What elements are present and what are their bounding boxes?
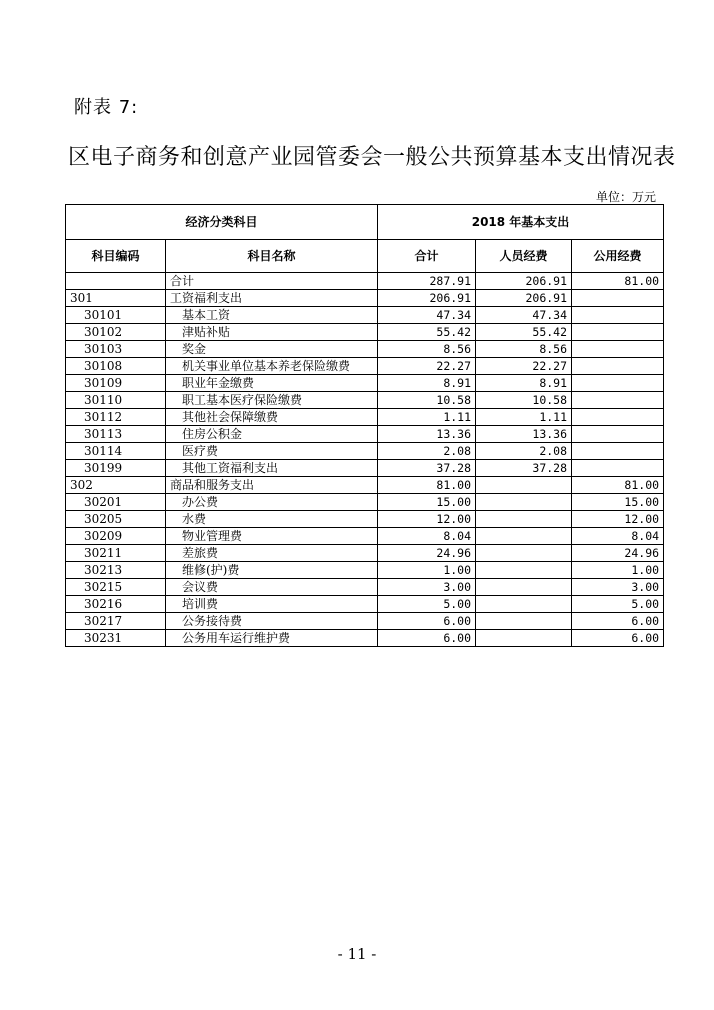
- subject-code-cell: 30209: [66, 528, 166, 545]
- subject-name-cell: 公务用车运行维护费: [166, 630, 378, 647]
- public-cost-cell: [572, 392, 664, 409]
- public-cost-cell: 1.00: [572, 562, 664, 579]
- subject-name-cell: 住房公积金: [166, 426, 378, 443]
- total-cell: 13.36: [378, 426, 476, 443]
- personnel-cost-cell: [476, 511, 572, 528]
- total-cell: 2.08: [378, 443, 476, 460]
- total-cell: 24.96: [378, 545, 476, 562]
- subject-code-cell: 30108: [66, 358, 166, 375]
- personnel-cost-cell: [476, 596, 572, 613]
- personnel-cost-cell: [476, 630, 572, 647]
- subject-name-cell: 医疗费: [166, 443, 378, 460]
- subject-name-cell: 工资福利支出: [166, 290, 378, 307]
- table-row: [66, 528, 664, 545]
- personnel-cost-cell: 55.42: [476, 324, 572, 341]
- public-cost-cell: [572, 460, 664, 477]
- total-cell: 1.00: [378, 562, 476, 579]
- total-cell: 22.27: [378, 358, 476, 375]
- total-cell: 6.00: [378, 613, 476, 630]
- table-row: [66, 613, 664, 630]
- subject-code-cell: 30199: [66, 460, 166, 477]
- subject-name-cell: 物业管理费: [166, 528, 378, 545]
- subject-code-cell: 30213: [66, 562, 166, 579]
- subject-name-cell: 商品和服务支出: [166, 477, 378, 494]
- total-cell: 206.91: [378, 290, 476, 307]
- subject-code-cell: 30102: [66, 324, 166, 341]
- table-row: [66, 443, 664, 460]
- total-cell: 1.11: [378, 409, 476, 426]
- table-row: [66, 511, 664, 528]
- table-row: [66, 477, 664, 494]
- personnel-cost-cell: 206.91: [476, 290, 572, 307]
- total-cell: 8.91: [378, 375, 476, 392]
- total-cell: 15.00: [378, 494, 476, 511]
- table-row: [66, 630, 664, 647]
- public-cost-cell: [572, 409, 664, 426]
- personnel-cost-cell: [476, 562, 572, 579]
- subject-code-cell: 30201: [66, 494, 166, 511]
- public-cost-cell: 6.00: [572, 630, 664, 647]
- personnel-cost-cell: 1.11: [476, 409, 572, 426]
- public-cost-cell: 81.00: [572, 477, 664, 494]
- subject-name-cell: 办公费: [166, 494, 378, 511]
- subject-name-cell: 其他社会保障缴费: [166, 409, 378, 426]
- header-total: 合计: [378, 240, 476, 273]
- appendix-label: 附表 7:: [74, 97, 139, 118]
- total-cell: 6.00: [378, 630, 476, 647]
- public-cost-cell: 12.00: [572, 511, 664, 528]
- table-body: [66, 273, 664, 647]
- subject-name-cell: 培训费: [166, 596, 378, 613]
- public-cost-cell: 15.00: [572, 494, 664, 511]
- table-row: [66, 358, 664, 375]
- total-cell: 37.28: [378, 460, 476, 477]
- total-cell: 12.00: [378, 511, 476, 528]
- table-row: [66, 494, 664, 511]
- subject-name-cell: 基本工资: [166, 307, 378, 324]
- subject-name-cell: 职业年金缴费: [166, 375, 378, 392]
- public-cost-cell: 5.00: [572, 596, 664, 613]
- document-title: 区电子商务和创意产业园管委会一般公共预算基本支出情况表: [68, 145, 676, 170]
- public-cost-cell: [572, 307, 664, 324]
- table-row: [66, 426, 664, 443]
- personnel-cost-cell: [476, 545, 572, 562]
- header-subject-code: 科目编码: [66, 240, 166, 273]
- total-cell: 55.42: [378, 324, 476, 341]
- budget-table: [65, 204, 664, 647]
- subject-code-cell: 301: [66, 290, 166, 307]
- personnel-cost-cell: 8.91: [476, 375, 572, 392]
- subject-code-cell: 30113: [66, 426, 166, 443]
- header-public-cost: 公用经费: [572, 240, 664, 273]
- subject-code-cell: 30109: [66, 375, 166, 392]
- header-personnel-cost: 人员经费: [476, 240, 572, 273]
- personnel-cost-cell: 37.28: [476, 460, 572, 477]
- total-cell: 47.34: [378, 307, 476, 324]
- personnel-cost-cell: [476, 494, 572, 511]
- subject-name-cell: 其他工资福利支出: [166, 460, 378, 477]
- public-cost-cell: 81.00: [572, 273, 664, 290]
- unit-label: 单位：万元: [595, 190, 656, 204]
- total-cell: 287.91: [378, 273, 476, 290]
- header-subject-name: 科目名称: [166, 240, 378, 273]
- total-cell: 81.00: [378, 477, 476, 494]
- table-row: [66, 562, 664, 579]
- public-cost-cell: 3.00: [572, 579, 664, 596]
- subject-code-cell: 30205: [66, 511, 166, 528]
- total-cell: 10.58: [378, 392, 476, 409]
- subject-name-cell: 机关事业单位基本养老保险缴费: [166, 358, 378, 375]
- table-row: [66, 341, 664, 358]
- personnel-cost-cell: 47.34: [476, 307, 572, 324]
- subject-code-cell: 30217: [66, 613, 166, 630]
- personnel-cost-cell: [476, 477, 572, 494]
- subject-code-cell: 30231: [66, 630, 166, 647]
- personnel-cost-cell: 22.27: [476, 358, 572, 375]
- subject-code-cell: 30216: [66, 596, 166, 613]
- public-cost-cell: [572, 290, 664, 307]
- public-cost-cell: [572, 443, 664, 460]
- table-row: [66, 324, 664, 341]
- personnel-cost-cell: 8.56: [476, 341, 572, 358]
- table-row: [66, 375, 664, 392]
- subject-name-cell: 公务接待费: [166, 613, 378, 630]
- subject-code-cell: 30101: [66, 307, 166, 324]
- table-row: [66, 460, 664, 477]
- subject-code-cell: [66, 273, 166, 290]
- subject-name-cell: 津贴补贴: [166, 324, 378, 341]
- subject-name-cell: 会议费: [166, 579, 378, 596]
- subject-code-cell: 30110: [66, 392, 166, 409]
- public-cost-cell: 6.00: [572, 613, 664, 630]
- total-cell: 3.00: [378, 579, 476, 596]
- personnel-cost-cell: [476, 613, 572, 630]
- personnel-cost-cell: 13.36: [476, 426, 572, 443]
- subject-name-cell: 合计: [166, 273, 378, 290]
- table-row: [66, 392, 664, 409]
- table-row: [66, 596, 664, 613]
- page-number: - 11 -: [337, 945, 377, 963]
- public-cost-cell: [572, 358, 664, 375]
- total-cell: 8.56: [378, 341, 476, 358]
- public-cost-cell: [572, 324, 664, 341]
- table-row: [66, 545, 664, 562]
- personnel-cost-cell: 206.91: [476, 273, 572, 290]
- header-basic-expenditure: 2018 年基本支出: [378, 205, 664, 240]
- subject-name-cell: 维修(护)费: [166, 562, 378, 579]
- public-cost-cell: [572, 426, 664, 443]
- public-cost-cell: [572, 375, 664, 392]
- subject-code-cell: 30114: [66, 443, 166, 460]
- header-economic-classification: 经济分类科目: [66, 205, 378, 240]
- personnel-cost-cell: [476, 579, 572, 596]
- subject-name-cell: 奖金: [166, 341, 378, 358]
- subject-code-cell: 30215: [66, 579, 166, 596]
- subject-code-cell: 30112: [66, 409, 166, 426]
- personnel-cost-cell: 2.08: [476, 443, 572, 460]
- public-cost-cell: [572, 341, 664, 358]
- subject-code-cell: 302: [66, 477, 166, 494]
- total-cell: 5.00: [378, 596, 476, 613]
- table-row: [66, 290, 664, 307]
- personnel-cost-cell: [476, 528, 572, 545]
- table-row: [66, 307, 664, 324]
- subject-name-cell: 水费: [166, 511, 378, 528]
- subject-name-cell: 差旅费: [166, 545, 378, 562]
- table-row: [66, 273, 664, 290]
- subject-code-cell: 30103: [66, 341, 166, 358]
- table-row: [66, 409, 664, 426]
- total-cell: 8.04: [378, 528, 476, 545]
- subject-name-cell: 职工基本医疗保险缴费: [166, 392, 378, 409]
- public-cost-cell: 24.96: [572, 545, 664, 562]
- public-cost-cell: 8.04: [572, 528, 664, 545]
- personnel-cost-cell: 10.58: [476, 392, 572, 409]
- subject-code-cell: 30211: [66, 545, 166, 562]
- table-row: [66, 579, 664, 596]
